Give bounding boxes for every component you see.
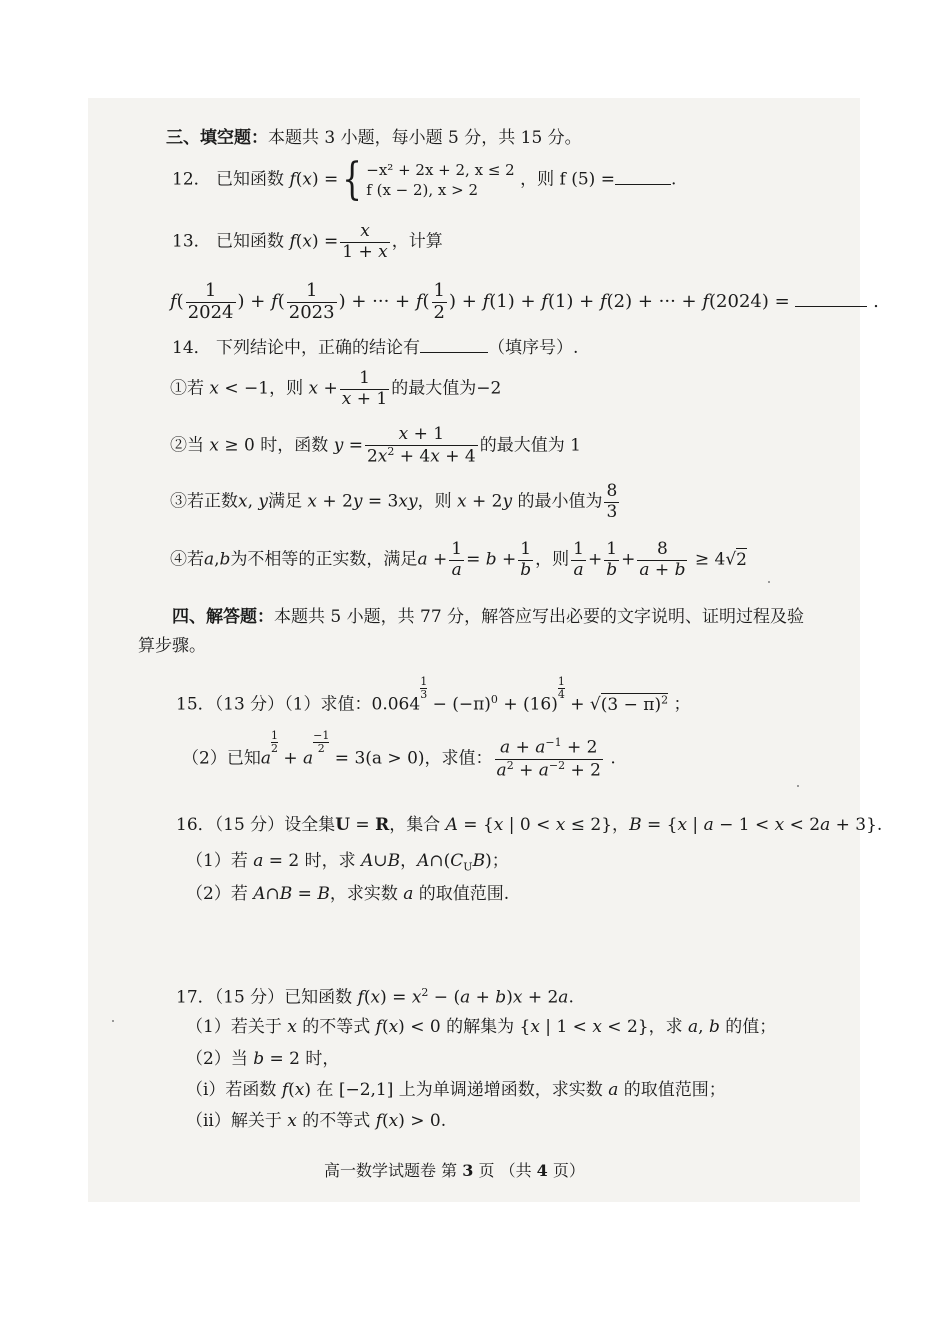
section-3-title: 三、填空题：: [166, 128, 268, 148]
q14-c3-mid: 满足: [268, 491, 303, 512]
speck-mark: [112, 1020, 114, 1022]
footer-page-pre: 第: [441, 1161, 458, 1180]
q17-part-1-mid3: ，求: [648, 1017, 683, 1037]
q15-part-2-mid: ，求值：: [424, 748, 493, 769]
q17-part-2-i-label: （i）若函数: [186, 1080, 277, 1100]
q17-part-2-ii-mid: 的不等式: [302, 1111, 371, 1131]
q16-part-2-label: （2）若: [186, 884, 248, 904]
q16-part-1-mid: 时，求: [304, 851, 356, 871]
q13-suffix: ，计算: [391, 231, 443, 252]
q15-condition: (a > 0): [365, 748, 425, 769]
q14-c1-pre: ①若: [170, 378, 204, 399]
question-14: [172, 340, 578, 357]
section-4-heading: [172, 609, 804, 626]
section-4-desc-cont: 算步骤。: [138, 636, 206, 656]
q14-hint: （填序号）.: [488, 338, 579, 358]
question-12: 12． 已知函数 f(x) ={ −x² + 2x + 2, x ≤ 2 f (x − 2), x > 2 ，则 f (5) = .: [172, 154, 677, 205]
q15-part-2: （2）已知a $\frac{1}{2}$ + a $\frac{-1}{2}$ = 3(a > 0)，求值： $\frac{a + a^{-1} + 2}{a^2 + a^{-2} + 2}$ .: [182, 729, 616, 781]
q14-answer-blank[interactable]: [420, 352, 488, 353]
q14-c2-mid: 时，函数: [260, 435, 329, 456]
section-3-desc: 本题共 3 小题，每小题 5 分，共 15 分。: [268, 128, 582, 148]
q17-part-2-i-mid: 在: [316, 1080, 334, 1100]
q17-part-2-label: （2）当: [186, 1049, 248, 1069]
q15-number: 15．: [176, 694, 215, 715]
q13-prefix: 已知函数: [216, 231, 285, 252]
q16-number: 16．: [176, 815, 215, 835]
page-footer: [324, 1163, 585, 1179]
left-brace-icon: {: [342, 154, 363, 205]
q12-end: .: [670, 169, 677, 190]
q15-part-1: （1）求值：: [284, 694, 372, 715]
q17-number: 17．: [176, 987, 215, 1008]
q12-case-1: −x² + 2x + 2, x ≤ 2: [366, 160, 515, 179]
q14-c3-mid2: ，则: [417, 491, 452, 512]
q12-number: 12．: [172, 169, 211, 190]
q13-end: .: [873, 291, 879, 313]
q12-answer-blank[interactable]: [615, 184, 671, 185]
section-4-title: 四、解答题：: [172, 607, 274, 627]
q14-choice-4: ④若a,b为不相等的正实数，满足a + $\frac{1}{a}$ = b + $\frac{1}{b}$ ，则 $\frac{1}{a}$ + $\frac{1}{b}$ + $\frac{8}{a + b}$ ≥ 4√2: [170, 539, 747, 580]
section-4-desc: 本题共 5 小题，共 77 分，解答应写出必要的文字说明、证明过程及验: [274, 607, 805, 627]
q12-piecewise: [366, 160, 514, 201]
q17-score: （15 分）: [214, 987, 285, 1008]
q15-score: （13 分）: [214, 694, 285, 715]
q14-text: 下列结论中，正确的结论有: [216, 338, 421, 358]
footer-page-number: 3: [462, 1161, 474, 1180]
q16-intro: 设全集: [284, 815, 336, 835]
q13-function-fraction: $\frac{x}{1 + x}$: [342, 221, 388, 262]
q16-set-word: 集合: [406, 815, 441, 835]
q17-part-2-ii-label: （ii）解关于: [186, 1111, 282, 1131]
speck-mark: [768, 581, 770, 583]
q17-part-2-ii: （ii）解关于 x 的不等式 f(x) > 0.: [186, 1111, 447, 1131]
q14-c1-post: 的最大值为−2: [391, 378, 502, 399]
q14-choice-1: ①若 x < −1，则 x + $\frac{1}{x + 1}$ 的最大值为−2: [170, 368, 502, 409]
section-3-heading: [166, 130, 582, 147]
q17-part-2-i-post: 的取值范围；: [623, 1080, 726, 1100]
q16-part-2-post: 的取值范围.: [418, 884, 510, 904]
q17-part-1-mid: 的不等式: [302, 1017, 371, 1037]
question-16: 16．（15 分）设全集U = R，集合 A = {x | 0 < x ≤ 2}，B = {x | a − 1 < x < 2a + 3}.: [176, 815, 883, 835]
q13-number: 13．: [172, 231, 211, 252]
q14-c2-pre: ②当: [170, 435, 204, 456]
question-17: 17．（15 分）已知函数 $f(x) = x^2 - (a + b)x + 2a$.: [176, 986, 574, 1008]
q16-part-2-mid: ，求实数: [329, 884, 398, 904]
q16-part-2: （2）若 A∩B = B，求实数 a 的取值范围.: [186, 884, 510, 904]
q17-part-2-i: （i）若函数 f(x) 在 [−2,1] 上为单调递增函数，求实数 a 的取值范围；: [186, 1080, 726, 1100]
q17-part-2-post: 时，: [305, 1049, 340, 1069]
footer-label: 高一数学试题卷: [324, 1161, 437, 1180]
q17-intro: 已知函数: [284, 987, 353, 1008]
q14-number: 14．: [172, 338, 211, 358]
q15-part-2-label: （2）已知: [182, 748, 261, 769]
q14-choice-3: ③若正数x, y满足 x + 2y = 3xy，则 x + 2y 的最小值为 $\frac{8}{3}$: [170, 481, 618, 522]
q13-sum-expression: f( $\frac{1}{2024}$ ) + f( $\frac{1}{2023}$ ) + ··· + f( $\frac{1}{2}$ ) + f(1) + f(1) + f(2) + ··· + f(2024) = .: [170, 280, 879, 323]
q14-c4-pre: ④若: [170, 549, 204, 570]
q17-part-1-label: （1）若关于: [186, 1017, 282, 1037]
q16-score: （15 分）: [214, 815, 285, 835]
q16-part-1: （1）若 a = 2 时，求 A∪B，$A\cap(C_UB)$；: [186, 851, 509, 874]
q13-answer-blank[interactable]: [795, 306, 867, 307]
q14-c4-mid: 为不相等的正实数，满足: [230, 549, 418, 570]
q14-c4-mid2: ，则: [535, 549, 570, 570]
footer-total-number: 4: [536, 1161, 548, 1180]
footer-page-post: 页: [478, 1161, 495, 1180]
q16-part-1-label: （1）若: [186, 851, 248, 871]
question-13: 13． 已知函数 f(x) = $\frac{x}{1 + x}$ ，计算: [172, 221, 443, 262]
q17-part-2-ii-post: .: [440, 1111, 447, 1131]
q12-prefix: 已知函数: [216, 169, 285, 190]
q14-c3-pre: ③若正数: [170, 491, 238, 512]
q17-part-2: （2）当 b = 2 时，: [186, 1049, 340, 1069]
q12-suffix: ，则 f (5) =: [520, 169, 615, 190]
footer-total-post: 页）: [552, 1161, 585, 1180]
speck-mark: [797, 785, 799, 787]
question-15: 15．（13 分）（1）求值：0.064 $\frac{1}{3}$ − $(-\pi)^0 + (16)$ $\frac{1}{4}$ + $√(3 - \pi)^2$ ；: [176, 675, 691, 715]
q17-part-2-i-mid2: 上为单调递增函数，求实数: [398, 1080, 603, 1100]
q17-part-1: （1）若关于 x 的不等式 f(x) < 0 的解集为 {x | 1 < x < 2}，求 a, b 的值；: [186, 1017, 777, 1037]
q17-part-1-post: 的值；: [725, 1017, 777, 1037]
q14-c3-post: 的最小值为: [517, 491, 603, 512]
q12-case-2: f (x − 2), x > 2: [366, 181, 479, 199]
q14-c2-post: 的最大值为 1: [479, 435, 581, 456]
q14-choice-2: ②当 x ≥ 0 时，函数 y = $\frac{x + 1}{2x^2 + 4x + 4}$ 的最大值为 1: [170, 424, 581, 467]
q17-part-1-mid2: 的解集为: [446, 1017, 515, 1037]
footer-total-pre: （共: [499, 1161, 532, 1180]
